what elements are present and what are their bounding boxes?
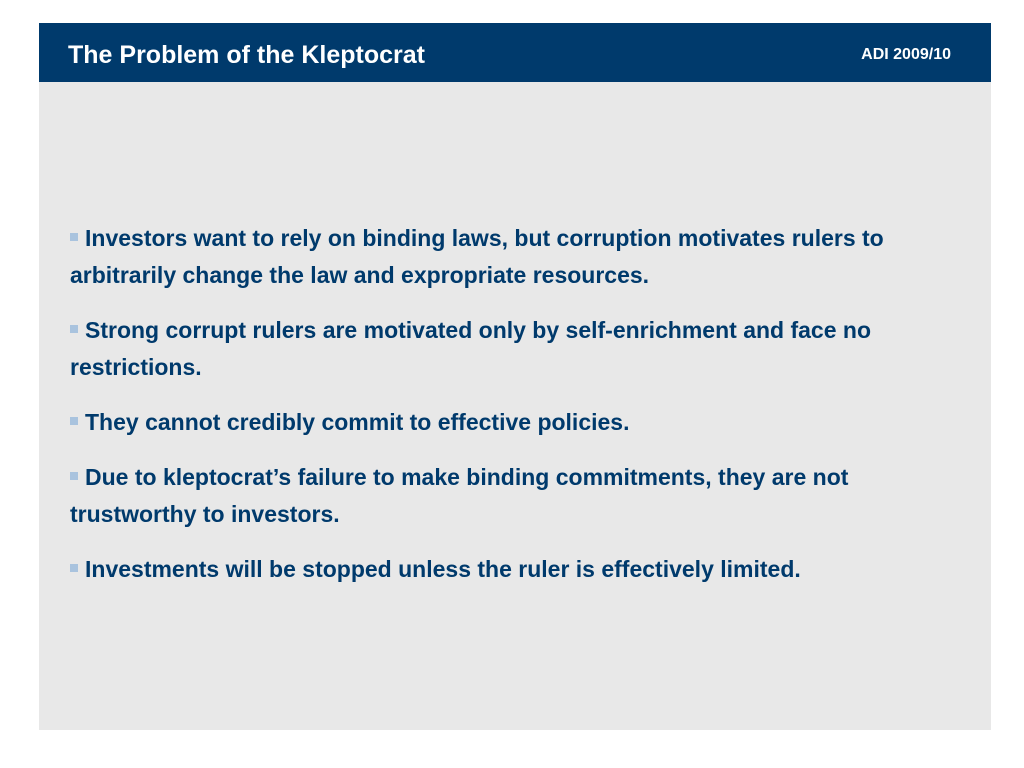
- bullet-list: [70, 220, 960, 606]
- bullet-text: Investments will be stopped unless the ruler is effectively limited.: [85, 556, 801, 582]
- slide-header: [39, 23, 991, 82]
- square-bullet-icon: [70, 325, 78, 333]
- bullet-text: Strong corrupt rulers are motivated only by self-enrichment and face no restrictions.: [70, 317, 871, 380]
- bullet-item: [70, 220, 960, 294]
- bullet-text: Due to kleptocrat’s failure to make binding commitments, they are not trustworthy to investors.: [70, 464, 849, 527]
- bullet-item: [70, 312, 960, 386]
- course-tag: ADI 2009/10: [861, 46, 951, 63]
- square-bullet-icon: [70, 417, 78, 425]
- bullet-item: [70, 551, 960, 588]
- slide-title: The Problem of the Kleptocrat: [68, 41, 425, 69]
- square-bullet-icon: [70, 564, 78, 572]
- bullet-text: Investors want to rely on binding laws, but corruption motivates rulers to arbitrarily change the law and expropriate resources.: [70, 225, 884, 288]
- square-bullet-icon: [70, 472, 78, 480]
- bullet-item: [70, 459, 960, 533]
- bullet-item: [70, 404, 960, 441]
- bullet-text: They cannot credibly commit to effective policies.: [85, 409, 630, 435]
- slide-content: [39, 82, 991, 730]
- square-bullet-icon: [70, 233, 78, 241]
